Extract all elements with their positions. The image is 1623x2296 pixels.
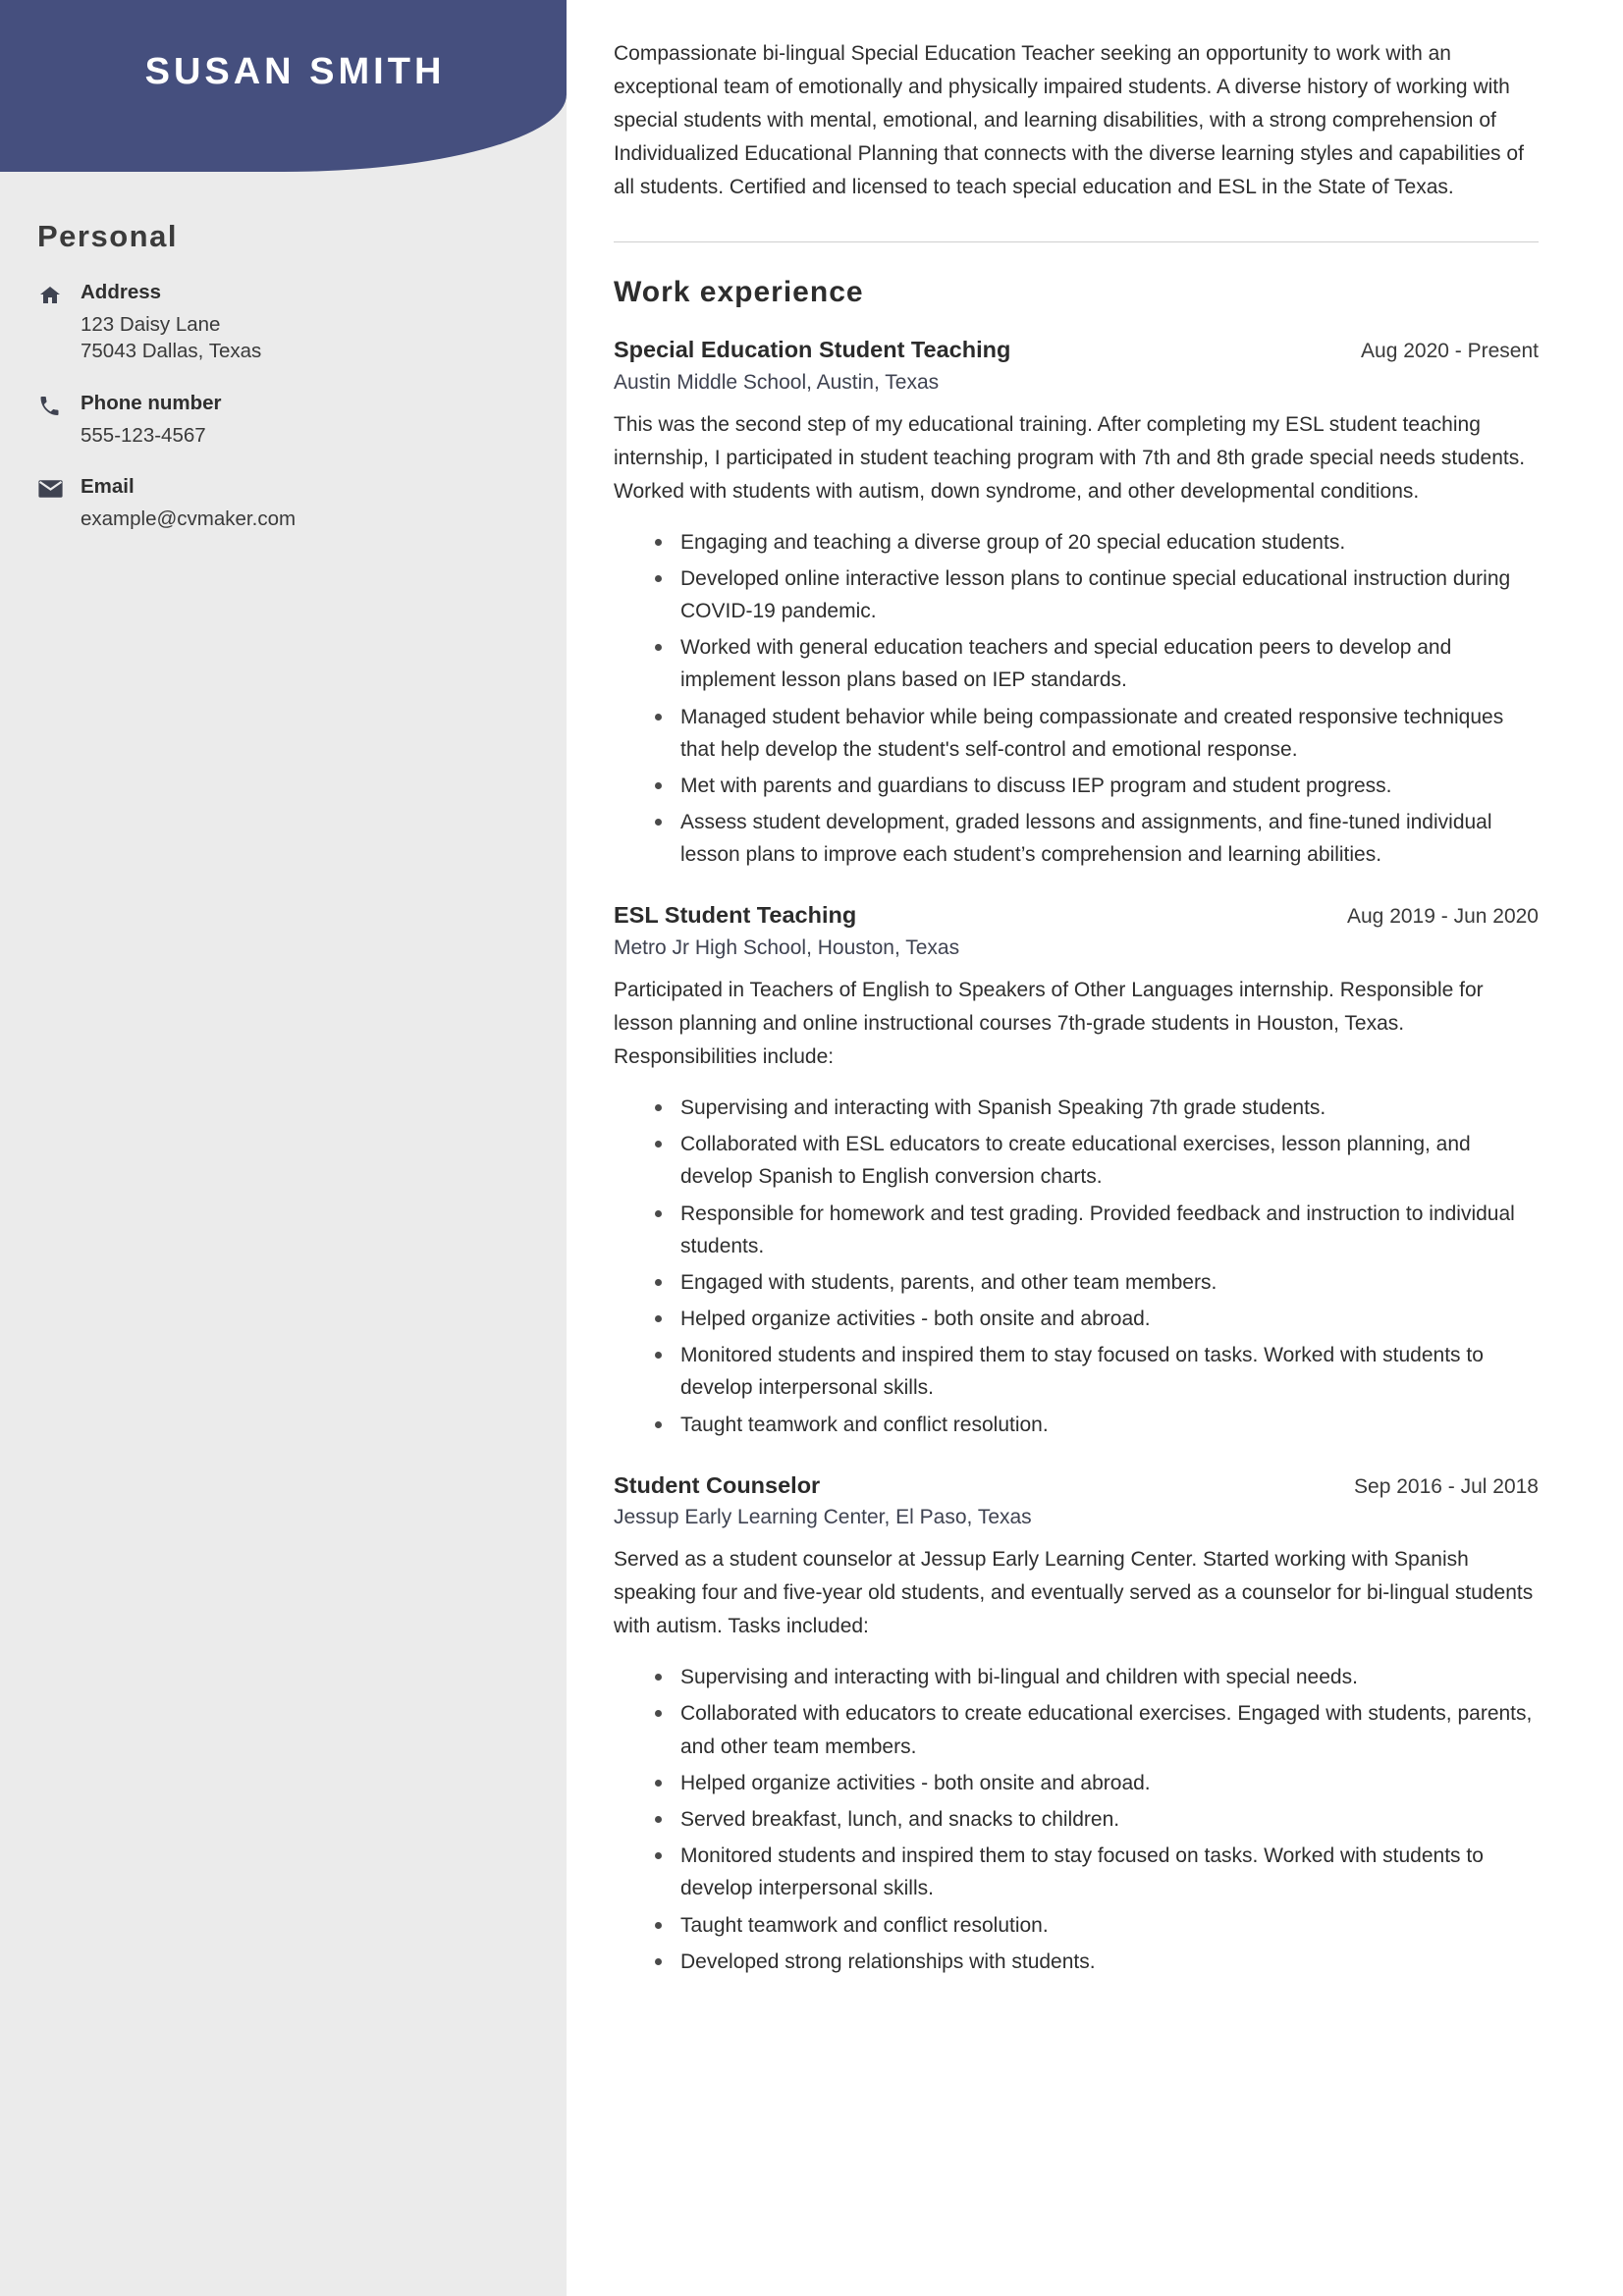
contact-item-phone bbox=[37, 391, 519, 449]
list-item: Assess student development, graded lessons and assignments, and fine-tuned individual lesson plans to improve each student’s comprehension and learning abilities. bbox=[651, 806, 1539, 871]
list-item: Monitored students and inspired them to stay focused on tasks. Worked with students to develop interpersonal skills. bbox=[651, 1840, 1539, 1904]
list-item: Worked with general education teachers and special education peers to develop and implement lesson plans based on IEP standards. bbox=[651, 631, 1539, 696]
list-item: Collaborated with educators to create educational exercises. Engaged with students, parents, and other team members. bbox=[651, 1697, 1539, 1762]
work-experience-entry bbox=[614, 1470, 1539, 1978]
sidebar bbox=[0, 0, 567, 2296]
job-dates: Sep 2016 - Jul 2018 bbox=[1354, 1474, 1539, 1498]
list-item: Responsible for homework and test grading. Provided feedback and instruction to individual students. bbox=[651, 1198, 1539, 1262]
list-item: Developed online interactive lesson plans to continue special educational instruction during COVID-19 pandemic. bbox=[651, 562, 1539, 627]
job-dates: Aug 2020 - Present bbox=[1361, 340, 1539, 363]
job-dates: Aug 2019 - Jun 2020 bbox=[1347, 905, 1539, 929]
list-item: Developed strong relationships with students. bbox=[651, 1946, 1539, 1978]
list-item: Helped organize activities - both onsite and abroad. bbox=[651, 1303, 1539, 1335]
job-bullet-list bbox=[614, 1661, 1539, 1978]
sidebar-header bbox=[0, 0, 567, 172]
personal-section-title: Personal bbox=[37, 219, 178, 253]
contact-value-address-line1: 123 Daisy Lane bbox=[81, 312, 221, 336]
contact-item-address bbox=[37, 280, 519, 365]
job-title: Special Education Student Teaching bbox=[614, 337, 1011, 363]
phone-icon bbox=[37, 391, 81, 418]
contact-value-phone: 555-123-4567 bbox=[81, 423, 206, 447]
job-bullet-list bbox=[614, 1092, 1539, 1441]
contact-label-address: Address bbox=[81, 281, 162, 303]
list-item: Taught teamwork and conflict resolution. bbox=[651, 1409, 1539, 1441]
job-organization: Metro Jr High School, Houston, Texas bbox=[614, 935, 960, 959]
list-item: Taught teamwork and conflict resolution. bbox=[651, 1909, 1539, 1942]
job-title: ESL Student Teaching bbox=[614, 902, 857, 929]
job-organization: Jessup Early Learning Center, El Paso, Texas bbox=[614, 1506, 1032, 1529]
work-experience-entry bbox=[614, 900, 1539, 1440]
job-header bbox=[614, 900, 1539, 931]
main-content bbox=[567, 0, 1623, 2296]
contact-item-email bbox=[37, 474, 519, 532]
email-icon bbox=[37, 474, 81, 500]
home-icon bbox=[37, 280, 81, 307]
list-item: Monitored students and inspired them to stay focused on tasks. Worked with students to develop interpersonal skills. bbox=[651, 1339, 1539, 1404]
candidate-name: SUSAN SMITH bbox=[144, 51, 446, 92]
list-item: Helped organize activities - both onsite and abroad. bbox=[651, 1767, 1539, 1799]
contact-text-phone bbox=[81, 391, 519, 449]
list-item: Engaging and teaching a diverse group of 20 special education students. bbox=[651, 526, 1539, 559]
list-item: Collaborated with ESL educators to create educational exercises, lesson planning, and develop Spanish to English conversion charts. bbox=[651, 1128, 1539, 1193]
section-divider bbox=[614, 241, 1539, 242]
list-item: Engaged with students, parents, and other team members. bbox=[651, 1266, 1539, 1299]
sidebar-body bbox=[0, 172, 567, 533]
contact-text-address bbox=[81, 280, 519, 365]
list-item: Supervising and interacting with bi-lingual and children with special needs. bbox=[651, 1661, 1539, 1693]
contact-value-email: example@cvmaker.com bbox=[81, 507, 297, 530]
job-description: This was the second step of my educational training. After completing my ESL student teaching internship, I participated in student teaching program with 7th and 8th grade special needs students. Worked with students with autism, down syndrome, and other developmental conditions. bbox=[614, 412, 1526, 503]
list-item: Supervising and interacting with Spanish Speaking 7th grade students. bbox=[651, 1092, 1539, 1124]
contact-label-phone: Phone number bbox=[81, 391, 222, 414]
job-header bbox=[614, 335, 1539, 365]
contact-value-address-line2: 75043 Dallas, Texas bbox=[81, 340, 262, 363]
contact-label-email: Email bbox=[81, 475, 135, 499]
job-description: Served as a student counselor at Jessup Early Learning Center. Started working with Spanish speaking four and five-year old students, and eventually served as a counselor for bi-lingual students with autism. Tasks included: bbox=[614, 1548, 1534, 1638]
job-title: Student Counselor bbox=[614, 1471, 821, 1498]
job-bullet-list bbox=[614, 526, 1539, 872]
list-item: Managed student behavior while being compassionate and created responsive techniques that help develop the student's self-control and emotional response. bbox=[651, 701, 1539, 766]
work-experience-title: Work experience bbox=[614, 276, 864, 309]
list-item: Met with parents and guardians to discuss IEP program and student progress. bbox=[651, 770, 1539, 802]
job-header bbox=[614, 1470, 1539, 1501]
list-item: Served breakfast, lunch, and snacks to children. bbox=[651, 1803, 1539, 1836]
contact-text-email bbox=[81, 474, 519, 532]
job-organization: Austin Middle School, Austin, Texas bbox=[614, 370, 940, 394]
work-experience-entry bbox=[614, 335, 1539, 871]
job-description: Participated in Teachers of English to Speakers of Other Languages internship. Responsible for lesson planning and online instructional courses 7th-grade students in Houston, Texas. Responsibilities include: bbox=[614, 978, 1484, 1068]
professional-summary: Compassionate bi-lingual Special Education Teacher seeking an opportunity to work with an exceptional team of emotionally and physically impaired students. A diverse history of working with special students with mental, emotional, and learning disabilities, with a strong comprehension of Individualized Educational Planning that connects with the diverse learning styles and capabilities of all students. Certified and licensed to teach special education and ESL in the State of Texas. bbox=[614, 42, 1524, 199]
